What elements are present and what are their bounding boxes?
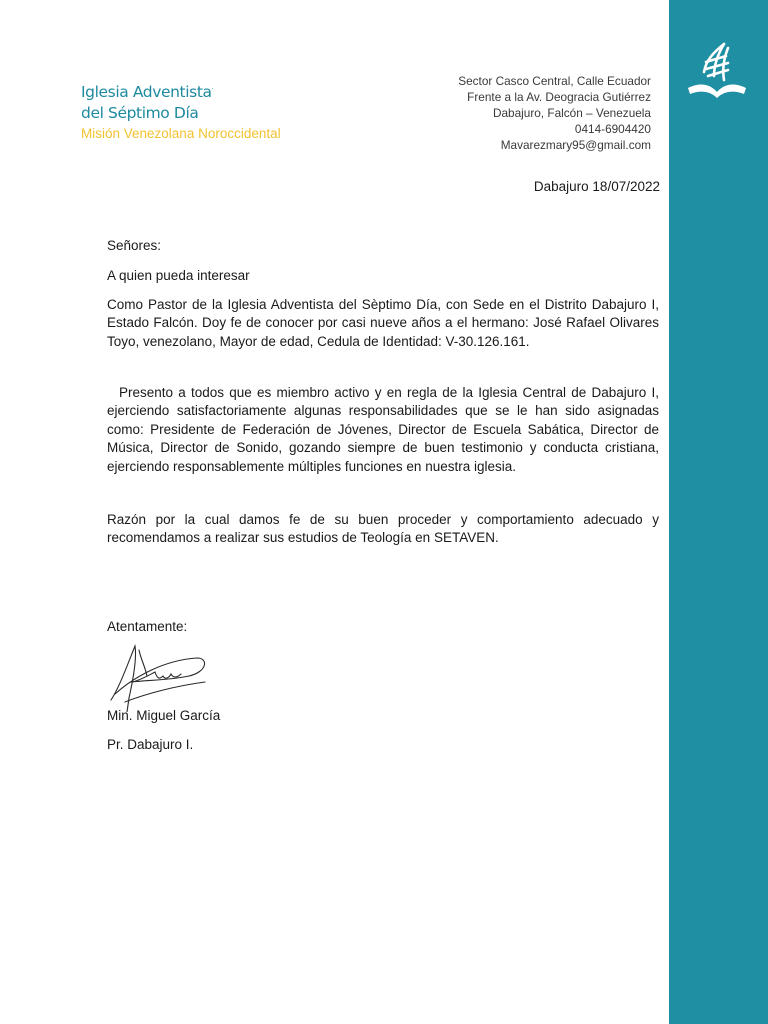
letter-date: Dabajuro 18/07/2022: [533, 179, 660, 194]
paragraph-2: Presento a todos que es miembro activo y en regla de la Iglesia Central de Dabajuro I, ejerciendo satisfactoriamente algunas responsabilidades que se le han sido asignadas como: Presidente de Federación de Jóvenes, Director de Escuela Sabática, Director de Música, Director de Sonido, gozando siempre de buen testimonio y conducta cristiana, ejerciendo responsablemente múltiples funciones en nuestra iglesia.: [107, 385, 659, 474]
address-line: Sector Casco Central, Calle Ecuador: [458, 74, 651, 88]
recipient-line: A quien pueda interesar: [107, 268, 250, 283]
email-address: Mavarezmary95@gmail.com: [500, 138, 651, 152]
address-line: Dabajuro, Falcón – Venezuela: [492, 106, 651, 120]
paragraph-1: Como Pastor de la Iglesia Adventista del Sèptimo Día, con Sede en el Distrito Dabajuro I, Estado Falcón. Doy fe de conocer por casi nueve años a el hermano: José Rafael Olivares Toyo, venezolano, Mayor de edad, Cedula de Identidad: V-30.126.161.: [107, 297, 659, 349]
salutation: Señores:: [107, 238, 162, 253]
signer-role: Pr. Dabajuro I.: [107, 737, 194, 752]
org-mission: Misión Venezolana Noroccidental: [81, 126, 281, 142]
address-block: [458, 73, 651, 153]
paragraph-3: Razón por la cual damos fe de su buen proceder y comportamiento adecuado y recomendamos a realizar sus estudios de Teología en SETAVEN.: [107, 512, 659, 546]
org-name-line2: del Séptimo Día: [81, 104, 199, 123]
sda-flame-bible-icon: [684, 38, 750, 104]
handwritten-signature: [105, 636, 215, 712]
address-line: Frente a la Av. Deogracia Gutiérrez: [467, 90, 651, 104]
signer-name: Min. Miguel García: [107, 708, 221, 723]
org-name-line1: Iglesia Adventista·: [81, 83, 214, 102]
sidebar-band: [669, 0, 768, 1024]
phone-number: 0414-6904420: [574, 122, 651, 136]
closing: Atentamente:: [107, 619, 188, 634]
organization-block: [81, 79, 281, 141]
